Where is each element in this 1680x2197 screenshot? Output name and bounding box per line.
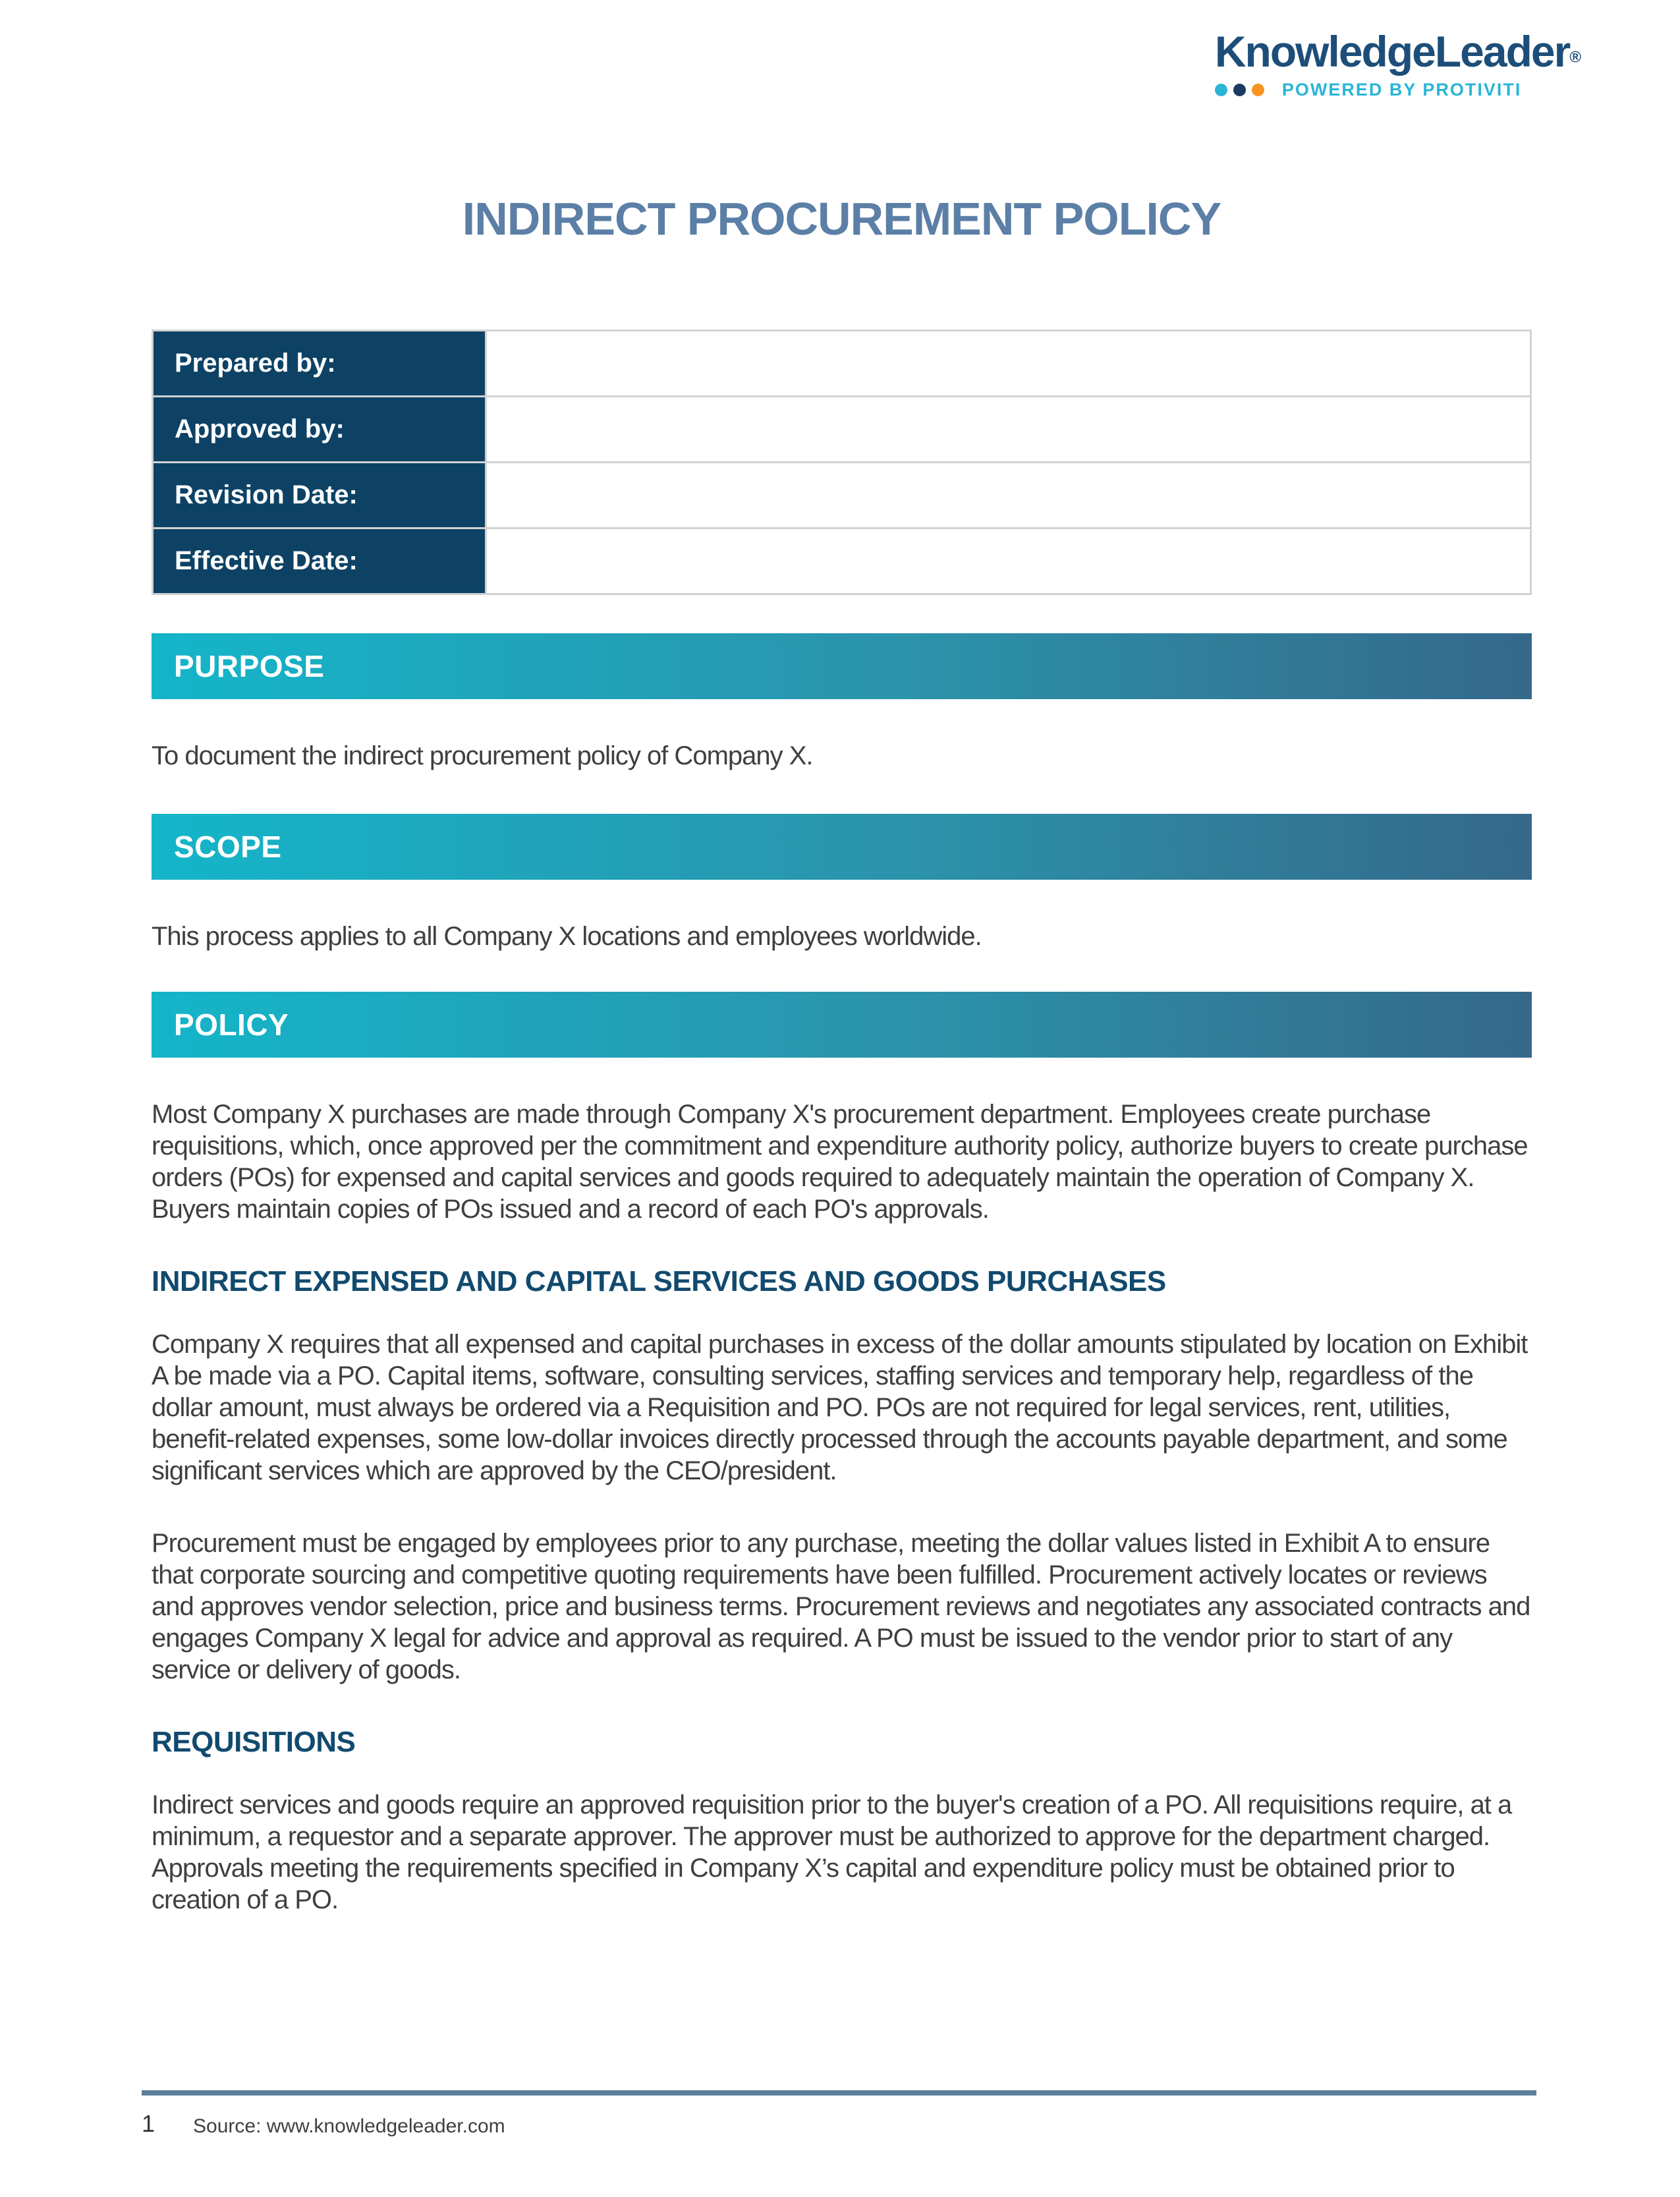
knowledgeleader-logo	[1215, 28, 1581, 100]
purpose-paragraph: To document the indirect procurement policy of Company X.	[152, 741, 813, 770]
logo-dot-orange-icon	[1252, 84, 1264, 96]
logo-dot-cyan-icon	[1215, 84, 1227, 96]
scope-paragraph: This process applies to all Company X locations and employees worldwide.	[152, 922, 982, 951]
policy-intro-paragraph: Most Company X purchases are made through Company X's procurement department. Employees create purchase requisitions, which, once approved per the commitment and expenditure authority policy, authorize buyers to create purchase orders (POs) for expensed and capital services and goods required to adequately maintain the operation of Company X. Buyers maintain copies of POs issued and a record of each PO's approvals.	[152, 1100, 1528, 1224]
info-label-revision-date: Revision Date:	[153, 463, 486, 528]
registered-trademark-symbol: ®	[1569, 48, 1581, 67]
footer-row	[142, 2110, 1536, 2138]
table-row	[153, 397, 1531, 463]
info-value-approved-by[interactable]	[486, 397, 1531, 463]
info-label-prepared-by: Prepared by:	[153, 331, 486, 397]
info-label-approved-by: Approved by:	[153, 397, 486, 463]
subheading-indirect-expensed: INDIRECT EXPENSED AND CAPITAL SERVICES AND GOODS PURCHASES	[152, 1265, 1166, 1298]
page-number: 1	[142, 2110, 155, 2137]
page-footer	[142, 2090, 1536, 2138]
table-row	[153, 331, 1531, 397]
section-header-scope: SCOPE	[152, 814, 1532, 880]
logo-tagline-row	[1215, 80, 1581, 100]
page-title: INDIRECT PROCUREMENT POLICY	[462, 193, 1221, 244]
indirect-expensed-paragraph-2: Procurement must be engaged by employees prior to any purchase, meeting the dollar values listed in Exhibit A to ensure that corporate sourcing and competitive quoting requirements have been fulfilled. Procurement actively locates or reviews and approves vendor selection, price and business terms. Procurement reviews and negotiates any associated contracts and engages Company X legal for advice and approval as required. A PO must be issued to the vendor prior to start of any service or delivery of goods.	[152, 1529, 1530, 1684]
subheading-requisitions: REQUISITIONS	[152, 1726, 356, 1758]
logo-wordmark-line	[1215, 28, 1581, 76]
logo-wordmark: KnowledgeLeader	[1214, 27, 1570, 76]
document-info-table	[152, 329, 1532, 595]
info-value-effective-date[interactable]	[486, 528, 1531, 594]
info-value-prepared-by[interactable]	[486, 331, 1531, 397]
indirect-expensed-paragraph-1: Company X requires that all expensed and capital purchases in excess of the dollar amounts stipulated by location on Exhibit A be made via a PO. Capital items, software, consulting services, staffing services and temporary help, regardless of the dollar amount, must always be ordered via a Requisition and PO. POs are not required for legal services, rent, utilities, benefit-related expenses, some low-dollar invoices directly processed through the accounts payable department, and some significant services which are approved by the CEO/president.	[152, 1330, 1528, 1485]
info-label-effective-date: Effective Date:	[153, 528, 486, 594]
logo-tagline: POWERED BY PROTIVITI	[1281, 79, 1522, 100]
requisitions-paragraph: Indirect services and goods require an approved requisition prior to the buyer's creation of a PO. All requisitions require, at a minimum, a requestor and a separate approver. The approver must be authorized to approve for the department charged. Approvals meeting the requirements specified in Company X’s capital and expenditure policy must be obtained prior to creation of a PO.	[152, 1790, 1512, 1914]
table-row	[153, 463, 1531, 528]
footer-divider	[142, 2090, 1536, 2096]
logo-dot-navy-icon	[1233, 84, 1246, 96]
info-value-revision-date[interactable]	[486, 463, 1531, 528]
section-header-policy: POLICY	[152, 992, 1532, 1058]
section-header-purpose: PURPOSE	[152, 633, 1532, 699]
table-row	[153, 528, 1531, 594]
source-text: Source: www.knowledgeleader.com	[193, 2115, 505, 2137]
